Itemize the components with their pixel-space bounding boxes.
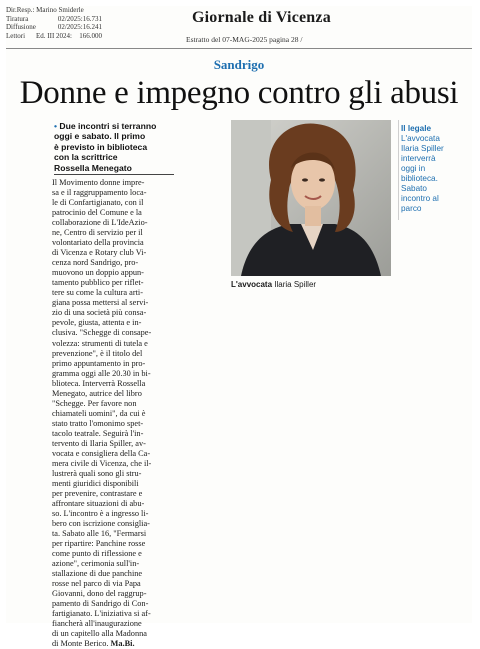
article-body <box>52 178 176 649</box>
body-line: tervento di Ilaria Spiller, av- <box>52 438 146 448</box>
body-line: blioteca. Interverrà Rossella <box>52 378 146 388</box>
body-line: di un capitello alla Madonna <box>52 629 147 639</box>
body-line: volontariato della provincia <box>52 238 144 248</box>
circulation-period: Ed. III 2024: <box>36 31 72 40</box>
body-line: Giovanni, dono del raggrup- <box>52 589 147 599</box>
body-line: gramma oggi alle 20.30 in bi- <box>52 368 151 378</box>
summary-line: con la scrittrice <box>54 152 118 163</box>
article-headline: Donne e impegno contro gli abusi <box>19 75 459 111</box>
sidebar-divider <box>398 120 399 220</box>
sidebar-line: Sabato <box>401 184 427 193</box>
summary-divider <box>54 174 174 175</box>
body-line: di Vicenza e Rotary club Vi- <box>52 248 147 258</box>
body-line: fiancherà all'inaugurazione <box>52 619 142 629</box>
circulation-period: 02/2025: <box>57 14 83 23</box>
body-line: menti giuridici disponibili <box>52 478 139 488</box>
author-signature: Ma.Bi. <box>110 639 135 649</box>
body-line: tacolo teatrale. Seguirà l'in- <box>52 428 144 438</box>
body-line: stato tratto l'omonimo spet- <box>52 418 144 428</box>
body-line: primo appuntamento in pro- <box>52 358 146 368</box>
article-summary <box>54 121 174 173</box>
body-line-text: di Monte Berico. <box>52 639 109 649</box>
circulation-value: 16.731 <box>82 14 102 23</box>
bullet-icon: • <box>54 121 58 131</box>
newspaper-title: Giornale di Vicenza <box>192 9 331 26</box>
section-label: Sandrigo <box>213 57 265 72</box>
body-line: tamento pubblico per riflet- <box>52 278 144 288</box>
editor-label: Dir.Resp.: <box>6 6 35 14</box>
sidebar-line: L'avvocata <box>401 134 440 143</box>
body-line: azione", cerimonia sull'in- <box>52 559 140 569</box>
body-line: come punto di riflessione e <box>52 549 142 559</box>
editor-name: Marino Smiderle <box>36 6 84 14</box>
sidebar-line: incontro al <box>401 194 439 203</box>
summary-line: è previsto in biblioteca <box>54 141 148 152</box>
photo-sidebar <box>401 124 467 214</box>
portrait-photo <box>231 120 391 276</box>
summary-line: Due incontri si terranno <box>59 121 157 131</box>
body-line: ta. Sabato alle 16, "Fermarsi <box>52 529 147 539</box>
header-divider <box>6 48 472 49</box>
photo-caption <box>231 280 316 289</box>
circulation-info <box>6 6 104 40</box>
circulation-row <box>6 32 104 41</box>
circulation-value: 16.241 <box>82 23 102 32</box>
body-line: collaborazione di L'IdeAzio- <box>52 218 148 228</box>
portrait-image <box>231 120 391 276</box>
body-line: rosse nel parco di via Papa <box>52 579 141 589</box>
body-line: chiamateli uomini", da cui è <box>52 408 146 418</box>
body-line: per prevenire, contrastare e <box>52 488 143 498</box>
body-line: bero con iscrizione consiglia- <box>52 519 150 529</box>
body-line: le di Confartigianato, con il <box>52 198 144 208</box>
body-line: patrocinio del Comune e la <box>52 208 142 218</box>
circulation-row <box>6 23 104 32</box>
caption-text: Ilaria Spiller <box>272 280 317 289</box>
body-line: Il Movimento donne impre- <box>52 178 145 187</box>
summary-line: oggi e sabato. Il primo <box>54 131 146 142</box>
body-line: sa e il raggruppamento loca- <box>52 188 147 198</box>
body-line: ne, Centro di servizio per il <box>52 228 143 238</box>
body-line: tere su come la cultura arti- <box>52 288 143 298</box>
body-line: pamento di Sandrigo di Con- <box>52 599 149 609</box>
body-line: giana possa mettersi al servi- <box>52 298 149 308</box>
body-line: lustrerà quali sono gli stru- <box>52 468 142 478</box>
circulation-label: Tiratura <box>6 14 29 23</box>
body-line: zio di una società più consa- <box>52 308 147 318</box>
body-line: cenza nord Sandrigo, pro- <box>52 258 139 268</box>
circulation-label: Lettori <box>6 31 26 40</box>
body-line: prevenzione", è il titolo del <box>52 348 143 358</box>
sidebar-title: Il legale <box>401 124 432 133</box>
circulation-row <box>6 15 104 24</box>
body-line: Menegato, autrice del libro <box>52 388 142 398</box>
sidebar-line: parco <box>401 204 422 213</box>
body-line: stallazione di due panchine <box>52 569 143 579</box>
newspaper-clipping <box>6 6 472 649</box>
body-line: "Schegge. Per favore non <box>52 398 137 408</box>
body-line: vocata e consigliera della Ca- <box>52 448 151 458</box>
circulation-value: 166.000 <box>79 31 102 40</box>
editor-line <box>6 6 104 15</box>
sidebar-line: Ilaria Spiller <box>401 144 444 153</box>
body-line: fartigianato. L'iniziativa si af- <box>52 609 151 619</box>
caption-lead: L'avvocata <box>231 280 273 289</box>
sidebar-line: interverrà <box>401 154 436 163</box>
body-line: mera civile di Vicenza, che il- <box>52 458 152 468</box>
sidebar-line: biblioteca. <box>401 174 438 183</box>
body-line: per ripartire: Panchine rosse <box>52 539 146 549</box>
circulation-label: Diffusione <box>6 23 36 32</box>
body-line: so. L'incontro è a ingresso li- <box>52 509 149 519</box>
body-line: clusiva. "Schegge di consape- <box>52 328 152 338</box>
body-line: affrontare situazioni di abu- <box>52 499 145 508</box>
extract-info: Estratto del 07-MAG-2025 pagina 28 / <box>186 35 303 44</box>
summary-line: Rossella Menegato <box>54 162 132 173</box>
body-line <box>52 639 176 649</box>
body-line: muovono un doppio appun- <box>52 268 144 278</box>
sidebar-line: oggi in <box>401 164 426 173</box>
body-line: volezza: strumenti di tutela e <box>52 338 148 348</box>
circulation-period: 02/2025: <box>57 23 83 32</box>
body-line: pevole, giusta, attenta e in- <box>52 318 142 328</box>
